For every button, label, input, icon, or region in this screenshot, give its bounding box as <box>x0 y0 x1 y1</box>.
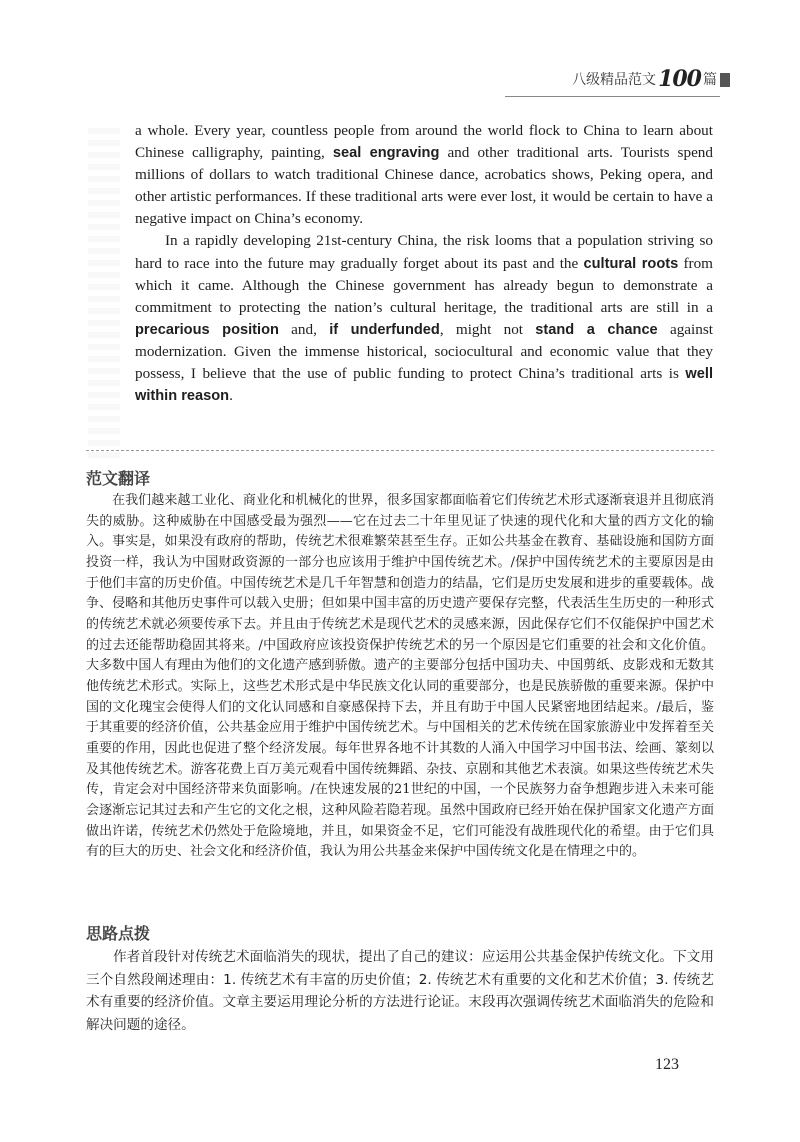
translation-paragraph: 在我们越来越工业化、商业化和机械化的世界，很多国家都面临着它们传统艺术形式逐渐衰退并且彻底消失的威胁。这种威胁在中国感受最为强烈——它在过去二十年里见证了快速的现代化和大量的西方文化的输入。事实是，如果没有政府的帮助，传统艺术很难繁荣甚至生存。正如公共基金在教育、基础设施和国防方面投资一样，我认为中国财政资源的一部分也应该用于维护中国传统艺术。/保护中国传统艺术的主要原因是由于他们丰富的历史价值。中国传统艺术是几千年智慧和创造力的结晶，它们是历史发展和进步的重要载体。战争、侵略和其他历史事件可以载入史册；但如果中国丰富的历史遗产要保存完整，代表活生生历史的一种形式的传统艺术就必须要传承下去。并且由于传统艺术是现代艺术的灵感来源，因此保存它们不仅能保护中国艺术的过去还能帮助稳固其将来。/中国政府应该投资保护传统艺术的另一个原因是它们重要的社会和文化价值。大多数中国人有理由为他们的文化遗产感到骄傲。遗产的主要部分包括中国功夫、中国剪纸、皮影戏和无数其他传统艺术形式。实际上，这些艺术形式是中华民族文化认同的重要部分，也是民族骄傲的重要来源。保护中国的文化瑰宝会使得人们的文化认同感和自豪感保持下去，并且有助于中国人民紧密地团结起来。/最后，鉴于其重要的经济价值，公共基金应用于维护中国传统艺术。与中国相关的艺术传统在国家旅游业中发挥着至关重要的作用，因此也促进了整个经济发展。每年世界各地不计其数的人涌入中国学习中国书法、绘画、篆刻以及其他传统艺术。游客花费上百万美元观看中国传统舞蹈、杂技、京剧和其他艺术表演。如果这些传统艺术失传，肯定会对中国经济带来负面影响。/在快速发展的21世纪的中国，一个民族努力奋争想跑步进入未来可能会逐渐忘记其过去和产生它的文化之根，这种风险若隐若现。虽然中国政府已经开始在保护国家文化遗产方面做出许诺，传统艺术仍然处于危险境地，并且，如果资金不足，它们可能没有战胜现代化的希望。由于它们具有的巨大的历史、社会文化和经济价值，我认为用公共基金来保护中国传统文化是在情理之中的。 <box>86 493 714 860</box>
book-series-label: 八级精品范文 <box>572 72 657 88</box>
essay-text: In a rapidly developing 21st-century China, the risk looms that a population striving so hard to race into the future may gradually forget about its past and the <box>135 232 713 272</box>
page-number: 123 <box>655 1056 679 1073</box>
book-series-number: 100 <box>658 66 701 92</box>
running-header <box>572 66 730 92</box>
essay-paragraph <box>135 120 713 230</box>
key-phrase: if underfunded <box>329 321 440 338</box>
essay-text: and, <box>278 320 330 338</box>
analysis-paragraph: 作者首段针对传统艺术面临消失的现状，提出了自己的建议：应运用公共基金保护传统文化。下文用三个自然段阐述理由：1. 传统艺术有丰富的历史价值；2. 传统艺术有重要的文化和艺术价值；3. 传统艺术有重要的经济价值。文章主要运用理论分析的方法进行论证。末段再次强调传统艺术面临消失的危险和解决问题的途径。 <box>86 949 714 1033</box>
essay-text: and other traditional arts. Tourists spend millions of dollars to watch traditional Chinese dance, acrobatics shows, Peking opera, and other artistic performances. If these traditional arts were ever lost, it would be certain to have a negative impact on China’s economy. <box>135 144 713 228</box>
key-phrase: seal engraving <box>332 145 440 162</box>
header-rule <box>505 96 720 97</box>
essay-text: against modernization. Given the immense historical, sociocultural and economic value that they possess, I believe that the use of public funding to protect China’s traditional arts is <box>135 320 713 383</box>
header-decoration-block <box>720 73 730 87</box>
english-essay <box>135 120 713 407</box>
analysis-body <box>86 946 714 1036</box>
key-phrase: cultural roots <box>583 255 679 272</box>
essay-text: . <box>229 387 233 405</box>
translation-heading: 范文翻译 <box>86 469 151 488</box>
analysis-heading: 思路点拨 <box>86 924 151 943</box>
key-phrase: stand a chance <box>535 321 658 338</box>
key-phrase: precarious position <box>135 321 279 338</box>
book-series-suffix: 篇 <box>703 72 717 88</box>
translation-body <box>86 491 714 863</box>
section-divider <box>86 450 714 451</box>
essay-paragraph <box>135 230 713 407</box>
essay-text: a whole. Every year, countless people from around the world flock to China to learn about Chinese calligraphy, painting, <box>135 122 713 162</box>
key-phrase: well within reason <box>135 366 713 405</box>
margin-decoration <box>88 128 120 458</box>
essay-text: , might not <box>439 320 536 338</box>
essay-text: from which it came. Although the Chinese government has already begun to demonstrate a commitment to protecting the nation’s cultural heritage, the traditional arts are still in a <box>135 254 713 316</box>
